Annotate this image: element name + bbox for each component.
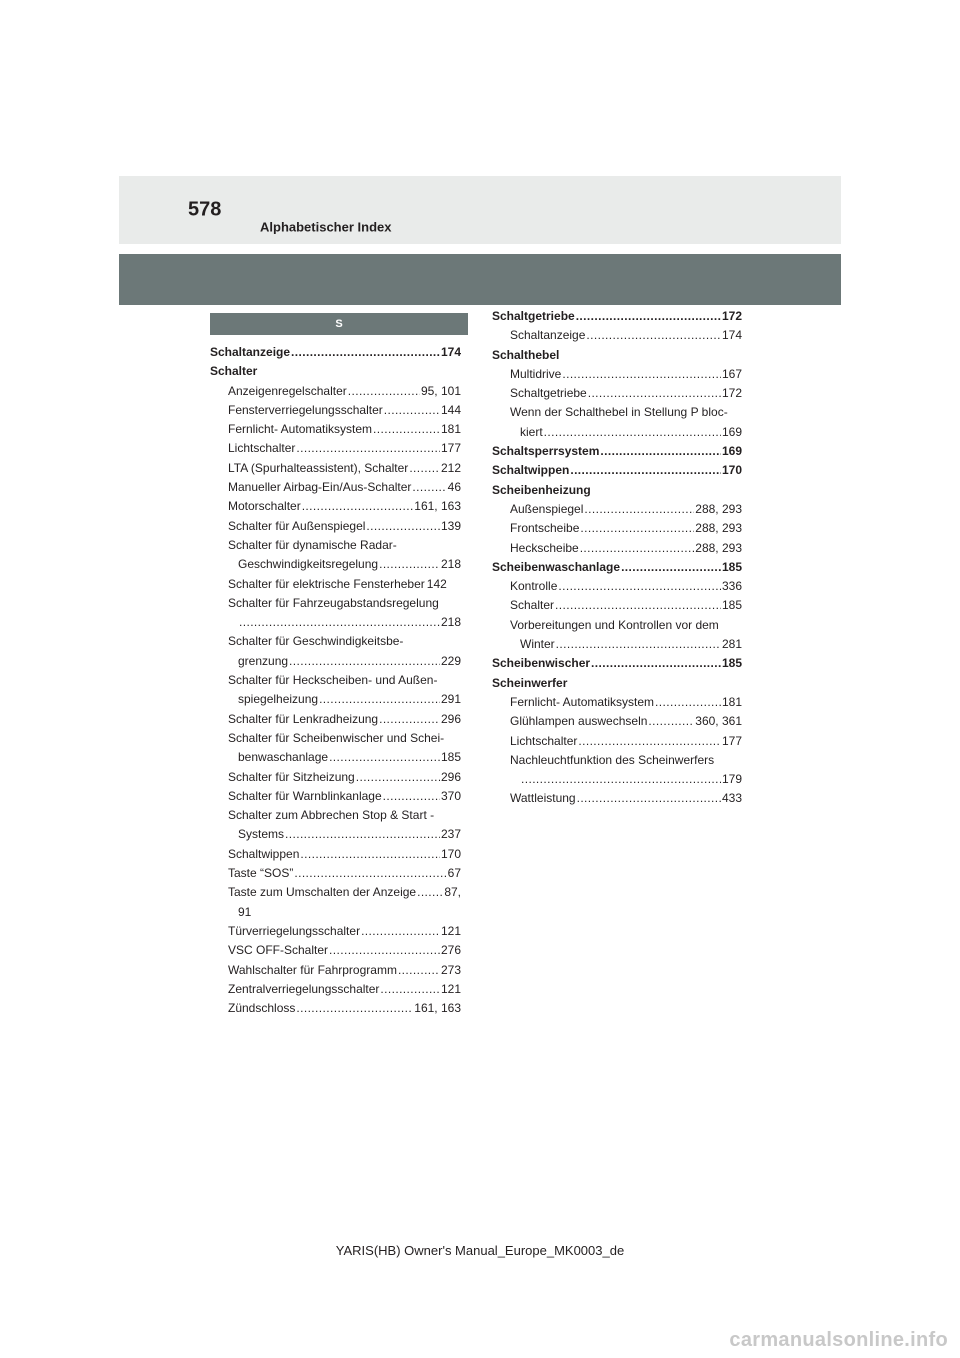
entry-label: VSC OFF-Schalter <box>228 943 329 958</box>
dot-leader <box>580 539 695 558</box>
entry-label: Frontscheibe <box>510 521 580 536</box>
index-entry-text: 91 <box>238 904 252 919</box>
entry-label: Lichtschalter <box>228 441 296 456</box>
entry-label: Schalter für Lenkradheizung <box>228 711 379 726</box>
index-column-right <box>492 307 742 809</box>
dot-leader <box>580 519 694 538</box>
dot-leader <box>417 883 443 902</box>
entry-label: Außenspiegel <box>510 501 584 516</box>
index-main-entry <box>492 654 742 673</box>
index-sub-entry <box>492 384 742 403</box>
entry-label: Schaltwippen <box>228 846 300 861</box>
index-sub-entry <box>210 961 461 980</box>
entry-label: Kontrolle <box>510 579 558 594</box>
dot-leader <box>239 613 440 632</box>
entry-page-ref: 169 <box>721 424 742 439</box>
index-sub-entry <box>210 883 461 902</box>
entry-page-ref: 121 <box>440 923 461 938</box>
entry-label: Schaltgetriebe <box>510 386 587 401</box>
index-sub-entry <box>210 517 461 536</box>
entry-page-ref: 181 <box>721 694 742 709</box>
entry-label: Scheibenwischer <box>492 656 591 671</box>
index-sub-entry <box>210 980 461 999</box>
entry-page-ref: 360, 361 <box>695 714 742 729</box>
entry-page-ref: 273 <box>440 962 461 977</box>
entry-page-ref: 67 <box>447 866 461 881</box>
dot-leader <box>373 420 440 439</box>
index-sub-entry <box>492 596 742 615</box>
entry-label: Taste “SOS” <box>228 866 294 881</box>
index-sub-entry <box>492 712 742 731</box>
header-band <box>119 176 841 244</box>
entry-page-ref: 212 <box>440 460 461 475</box>
entry-page-ref: 288, 293 <box>695 521 742 536</box>
entry-label: spiegelheizung <box>238 692 319 707</box>
entry-label: LTA (Spurhalteassistent), Schalter <box>228 460 409 475</box>
entry-page-ref: 161, 163 <box>414 499 461 514</box>
entry-label: Schaltwippen <box>492 463 570 478</box>
entry-label: Türverriegelungsschalter <box>228 923 361 938</box>
footer-manual-id: YARIS(HB) Owner's Manual_Europe_MK0003_de <box>335 1243 625 1258</box>
entry-page-ref: 167 <box>721 366 742 381</box>
entry-label: Fernlicht- Automatiksystem <box>228 422 373 437</box>
index-entry-text: Schalter für dynamische Radar- <box>228 537 397 552</box>
index-sub-entry <box>492 500 742 519</box>
entry-label: Manueller Airbag-Ein/Aus-Schalter <box>228 480 412 495</box>
index-letter: S <box>335 318 343 330</box>
entry-label: Schaltsperrsystem <box>492 444 600 459</box>
entry-label: Glühlampen auswechseln <box>510 714 648 729</box>
entry-label: Anzeigenregelschalter <box>228 383 347 398</box>
entry-page-ref: 370 <box>440 788 461 803</box>
dot-leader <box>398 961 440 980</box>
index-main-entry <box>492 307 742 326</box>
dot-leader <box>521 770 721 789</box>
index-entry-text: Vorbereitungen und Kontrollen vor dem <box>510 617 719 632</box>
entry-label: Schalter für Außenspiegel <box>228 518 366 533</box>
entry-label: Multidrive <box>510 366 562 381</box>
dot-leader <box>586 326 721 345</box>
entry-page-ref: 177 <box>440 441 461 456</box>
entry-label: Scheibenwaschanlage <box>492 559 621 574</box>
entry-page-ref: 185 <box>721 598 742 613</box>
entry-page-ref: 296 <box>440 711 461 726</box>
entry-page-ref: 144 <box>440 402 461 417</box>
index-sub-entry <box>210 555 461 574</box>
entry-label: Geschwindigkeitsregelung <box>238 557 379 572</box>
entry-page-ref: 433 <box>721 791 742 806</box>
dot-leader <box>296 999 413 1018</box>
dot-leader <box>319 690 440 709</box>
dot-leader <box>576 307 721 326</box>
dot-leader <box>366 517 440 536</box>
index-main-entry <box>492 442 742 461</box>
index-heading: Scheinwerfer <box>492 675 568 690</box>
index-sub-entry <box>210 690 461 709</box>
entry-page-ref: 142 <box>426 576 447 591</box>
entry-page-ref: 185 <box>440 750 461 765</box>
index-sub-entry <box>210 497 461 516</box>
index-sub-entry <box>492 519 742 538</box>
dot-leader <box>648 712 694 731</box>
index-sub-entry <box>210 652 461 671</box>
entry-label: Lichtschalter <box>510 733 578 748</box>
index-sub-entry <box>210 768 461 787</box>
index-sub-entry <box>492 423 742 442</box>
entry-label: Schaltanzeige <box>210 345 291 359</box>
index-sub-entry <box>492 770 742 789</box>
section-title: Alphabetischer Index <box>260 219 392 235</box>
dot-leader <box>300 845 440 864</box>
index-sub-entry <box>210 459 461 478</box>
entry-page-ref: 288, 293 <box>695 540 742 555</box>
entry-page-ref: 87, <box>444 885 461 900</box>
index-main-entry <box>492 558 742 577</box>
index-entry-text: Schalter zum Abbrechen Stop & Start - <box>228 808 435 823</box>
entry-page-ref: 218 <box>440 557 461 572</box>
index-main-entry <box>210 343 461 362</box>
index-sub-entry <box>492 326 742 345</box>
dot-leader <box>356 768 440 787</box>
entry-label: Wattleistung <box>510 791 576 806</box>
index-sub-entry <box>210 575 461 594</box>
entry-page-ref: 139 <box>440 518 461 533</box>
dot-leader <box>591 654 721 673</box>
index-sub-entry <box>210 787 461 806</box>
index-sub-entry <box>210 999 461 1018</box>
index-sub-entry <box>210 420 461 439</box>
entry-page-ref: 170 <box>440 846 461 861</box>
entry-label: Fensterverriegelungsschalter <box>228 402 383 417</box>
index-sub-entry <box>492 732 742 751</box>
entry-page-ref: 174 <box>440 345 461 359</box>
index-sub-entry <box>210 941 461 960</box>
dot-leader <box>412 478 446 497</box>
index-sub-entry <box>210 613 461 632</box>
entry-label: Schaltanzeige <box>510 328 586 343</box>
dot-leader <box>555 596 721 615</box>
index-sub-entry <box>210 382 461 401</box>
index-sub-entry <box>492 693 742 712</box>
dot-leader <box>296 439 440 458</box>
index-sub-entry <box>492 365 742 384</box>
index-sub-entry <box>492 635 742 654</box>
dot-leader <box>544 423 721 442</box>
dot-leader <box>294 864 446 883</box>
entry-page-ref: 237 <box>440 827 461 842</box>
dot-leader <box>570 461 721 480</box>
entry-page-ref: 161, 163 <box>414 1001 461 1016</box>
entry-page-ref: 174 <box>721 328 742 343</box>
index-main-entry <box>492 461 742 480</box>
entry-label: Motorschalter <box>228 499 301 514</box>
dot-leader <box>588 384 721 403</box>
entry-label: Wahlschalter für Fahrprogramm <box>228 962 397 977</box>
dot-leader <box>409 459 440 478</box>
dot-leader <box>348 382 420 401</box>
entry-page-ref: 172 <box>721 386 742 401</box>
dot-leader <box>289 652 440 671</box>
entry-page-ref: 336 <box>721 579 742 594</box>
index-sub-entry <box>210 922 461 941</box>
index-sub-entry <box>210 845 461 864</box>
index-sub-entry <box>210 478 461 497</box>
index-entry-text: Nachleuchtfunktion des Scheinwerfers <box>510 752 715 767</box>
dot-leader <box>329 748 440 767</box>
entry-label: Schaltgetriebe <box>492 309 575 323</box>
entry-page-ref: 172 <box>721 309 742 323</box>
index-entry-text: Schalter für Heckscheiben- und Außen- <box>228 673 438 688</box>
entry-page-ref: 218 <box>440 615 461 630</box>
entry-page-ref: 288, 293 <box>695 501 742 516</box>
index-sub-entry <box>210 825 461 844</box>
index-entry-text: Schalter für Scheibenwischer und Schei- <box>228 730 445 745</box>
index-sub-entry <box>210 401 461 420</box>
index-sub-entry <box>492 789 742 808</box>
dot-leader <box>329 941 440 960</box>
dot-leader <box>379 710 440 729</box>
dot-leader <box>621 558 721 577</box>
entry-label: Systems <box>238 827 285 842</box>
dot-leader <box>655 693 721 712</box>
entry-page-ref: 276 <box>440 943 461 958</box>
index-sub-entry <box>210 864 461 883</box>
index-heading: Schalthebel <box>492 347 560 362</box>
index-sub-entry <box>210 439 461 458</box>
entry-label: kiert <box>520 424 543 439</box>
entry-page-ref: 46 <box>447 480 461 495</box>
entry-label: Fernlicht- Automatiksystem <box>510 694 655 709</box>
entry-label: grenzung <box>238 653 289 668</box>
dot-leader <box>302 497 414 516</box>
dot-leader <box>600 442 721 461</box>
watermark: carmanualsonline.info <box>729 1329 948 1351</box>
dot-leader <box>562 365 721 384</box>
entry-page-ref: 169 <box>721 444 742 459</box>
dot-leader <box>577 789 721 808</box>
entry-page-ref: 185 <box>721 656 742 671</box>
entry-label: Schalter für Warnblinkanlage <box>228 788 382 803</box>
dot-leader <box>556 635 721 654</box>
dot-leader <box>379 555 440 574</box>
entry-page-ref: 95, 101 <box>420 383 461 398</box>
entry-page-ref: 185 <box>721 559 742 574</box>
entry-page-ref: 181 <box>440 422 461 437</box>
entry-page-ref: 296 <box>440 769 461 784</box>
entry-page-ref: 281 <box>721 637 742 652</box>
index-entry-text: Schalter für Geschwindigkeitsbe- <box>228 634 404 649</box>
index-sub-entry <box>210 748 461 767</box>
index-letter-heading <box>210 313 468 335</box>
dot-leader <box>291 343 440 362</box>
entry-label: Winter <box>520 637 555 652</box>
index-sub-entry <box>492 539 742 558</box>
entry-label: Schalter <box>510 598 555 613</box>
dot-leader <box>578 732 721 751</box>
page-number: 578 <box>188 198 222 221</box>
dot-leader <box>384 401 440 420</box>
entry-page-ref: 179 <box>721 772 742 787</box>
index-heading: Schalter <box>210 364 258 379</box>
entry-label: Schalter für elektrische Fensterheber <box>228 576 425 591</box>
index-sub-entry <box>492 577 742 596</box>
dot-leader <box>285 825 440 844</box>
index-entry-text: Schalter für Fahrzeugabstandsregelung <box>228 595 439 610</box>
index-entry-text: Wenn der Schalthebel in Stellung P bloc- <box>510 405 728 420</box>
entry-page-ref: 291 <box>440 692 461 707</box>
index-sub-entry <box>210 710 461 729</box>
entry-page-ref: 229 <box>440 653 461 668</box>
dot-leader <box>558 577 721 596</box>
entry-label: Heckscheibe <box>510 540 579 555</box>
index-column-left <box>210 343 461 1018</box>
entry-label: benwaschanlage <box>238 750 329 765</box>
dot-leader <box>584 500 694 519</box>
entry-label: Zündschloss <box>228 1001 296 1016</box>
index-heading: Scheibenheizung <box>492 482 591 497</box>
entry-page-ref: 177 <box>721 733 742 748</box>
entry-page-ref: 170 <box>721 463 742 478</box>
entry-label: Zentralverriegelungsschalter <box>228 981 380 996</box>
dot-leader <box>361 922 440 941</box>
dot-leader <box>383 787 440 806</box>
dot-leader <box>380 980 440 999</box>
entry-label: Taste zum Umschalten der Anzeige <box>228 885 417 900</box>
entry-page-ref: 121 <box>440 981 461 996</box>
header-dark-band <box>119 254 841 305</box>
entry-label: Schalter für Sitzheizung <box>228 769 355 784</box>
